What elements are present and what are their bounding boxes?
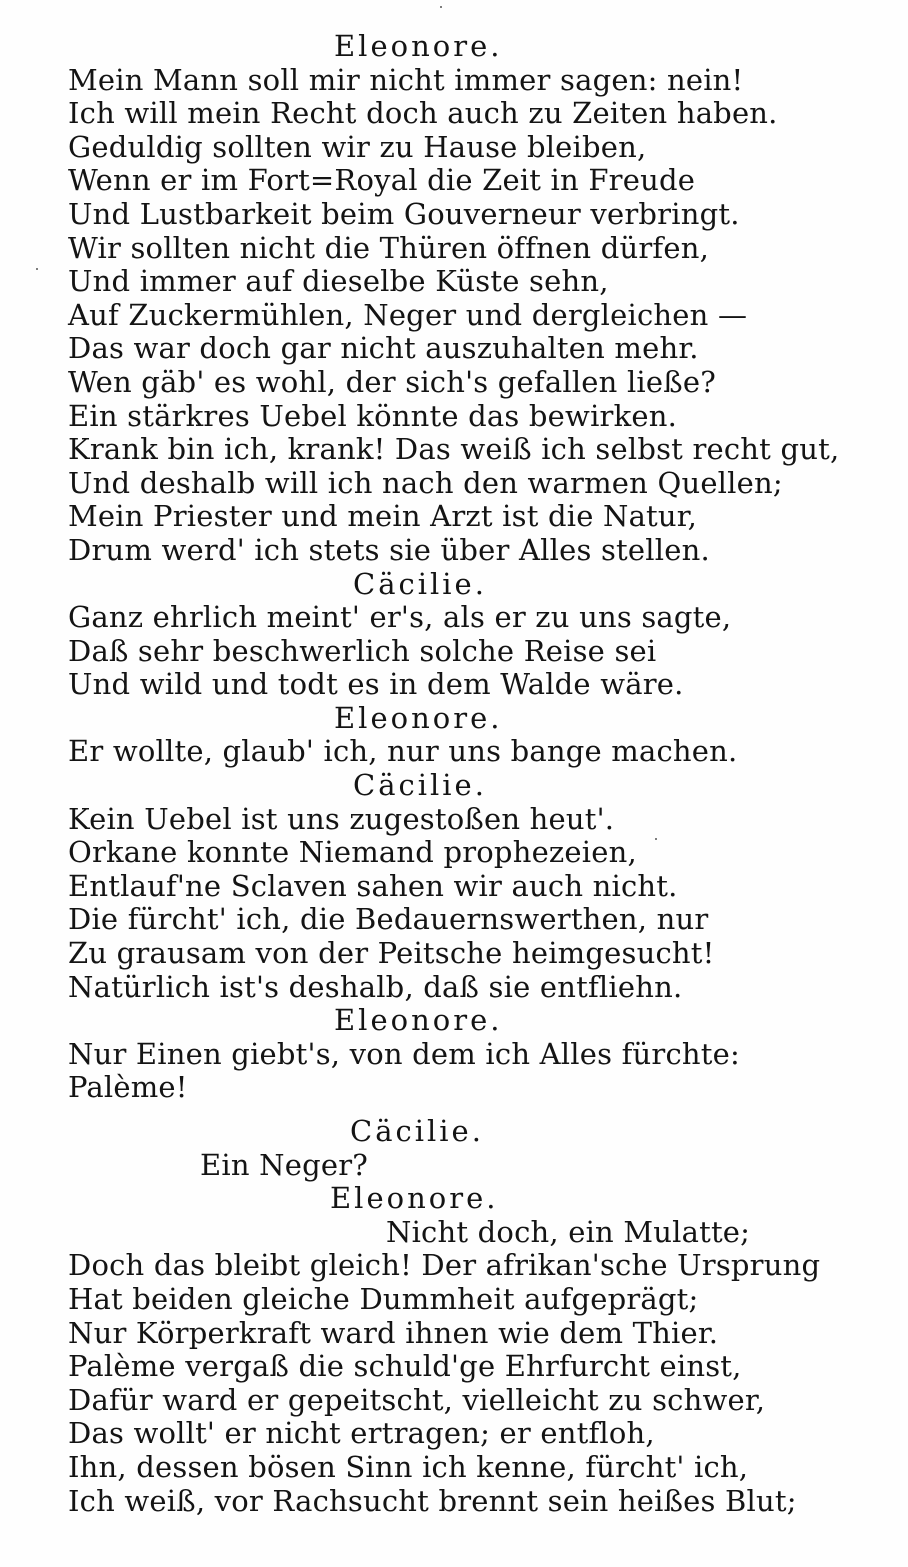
verse-line: Doch das bleibt gleich! Der afrikan'sche Ursprung <box>68 1248 821 1283</box>
verse-line: Und deshalb will ich nach den warmen Quellen; <box>68 465 783 500</box>
verse-line: Zu grausam von der Peitsche heimgesucht! <box>68 936 715 971</box>
verse-line: Ganz ehrlich meint' er's, als er zu uns sagte, <box>68 600 732 635</box>
verse-line: Ein stärkres Uebel könnte das bewirken. <box>68 398 678 433</box>
speaker-name: Eleonore. <box>334 1003 503 1038</box>
verse-line: Ich will mein Recht doch auch zu Zeiten haben. <box>68 96 778 131</box>
verse-line: Wen gäb' es wohl, der sich's gefallen ließe? <box>68 364 716 399</box>
verse-line: Ihn, dessen bösen Sinn ich kenne, fürcht' ich, <box>68 1449 749 1484</box>
verse-line: Mein Priester und mein Arzt ist die Natur, <box>68 499 698 534</box>
speaker-name: Eleonore. <box>334 29 503 63</box>
verse-line: Mein Mann soll mir nicht immer sagen: nein! <box>68 62 744 97</box>
verse-line: Krank bin ich, krank! Das weiß ich selbst recht gut, <box>68 432 840 467</box>
verse-line: Wir sollten nicht die Thüren öffnen dürfen, <box>68 230 709 265</box>
verse-line: Orkane konnte Niemand prophezeien, <box>68 835 637 870</box>
verse-line: Drum werd' ich stets sie über Alles stellen. <box>68 532 710 567</box>
paper-speck <box>655 838 657 840</box>
poem-text <box>68 30 868 1518</box>
verse-line: Nur Körperkraft ward ihnen wie dem Thier. <box>68 1315 719 1350</box>
verse-line: Er wollte, glaub' ich, nur uns bange machen. <box>68 734 738 769</box>
verse-line: Hat beiden gleiche Dummheit aufgeprägt; <box>68 1281 699 1316</box>
verse-line: Daß sehr beschwerlich solche Reise sei <box>68 633 657 668</box>
verse-line: Die fürcht' ich, die Bedauernswerthen, nur <box>68 902 709 937</box>
speaker-name: Cäcilie. <box>353 566 487 601</box>
paper-speck <box>36 268 38 270</box>
verse-line: Und Lustbarkeit beim Gouverneur verbringt. <box>68 196 740 231</box>
speaker-name: Cäcilie. <box>350 1114 484 1148</box>
paper-speck <box>440 6 442 8</box>
verse-line: Natürlich ist's deshalb, daß sie entfliehn. <box>68 969 683 1004</box>
verse-line: Palème! <box>68 1070 188 1105</box>
verse-line: Kein Uebel ist uns zugestoßen heut'. <box>68 801 615 836</box>
verse-line: Entlauf'ne Sclaven sahen wir auch nicht. <box>68 868 678 903</box>
verse-line: Auf Zuckermühlen, Neger und dergleichen — <box>68 297 748 332</box>
speaker-name: Eleonore. <box>330 1181 499 1216</box>
verse-line: Nicht doch, ein Mulatte; <box>386 1214 751 1249</box>
verse-line: Geduldig sollten wir zu Hause bleiben, <box>68 129 647 164</box>
verse-line: Wenn er im Fort=Royal die Zeit in Freude <box>68 163 696 198</box>
verse-line: Dafür ward er gepeitscht, vielleicht zu schwer, <box>68 1382 766 1417</box>
verse-line: Ein Neger? <box>200 1147 369 1182</box>
speaker-name: Eleonore. <box>334 700 503 735</box>
verse-line: Das wollt' er nicht ertragen; er entfloh, <box>68 1416 655 1451</box>
verse-line: Nur Einen giebt's, von dem ich Alles fürchte: <box>68 1036 740 1071</box>
verse-line: Und wild und todt es in dem Walde wäre. <box>68 667 684 702</box>
verse-line: Palème vergaß die schuld'ge Ehrfurcht einst, <box>68 1349 742 1384</box>
speaker-name: Cäcilie. <box>353 768 487 803</box>
verse-line: Und immer auf dieselbe Küste sehn, <box>68 264 609 299</box>
verse-line: Das war doch gar nicht auszuhalten mehr. <box>68 331 699 366</box>
verse-line: Ich weiß, vor Rachsucht brennt sein heißes Blut; <box>68 1483 797 1518</box>
